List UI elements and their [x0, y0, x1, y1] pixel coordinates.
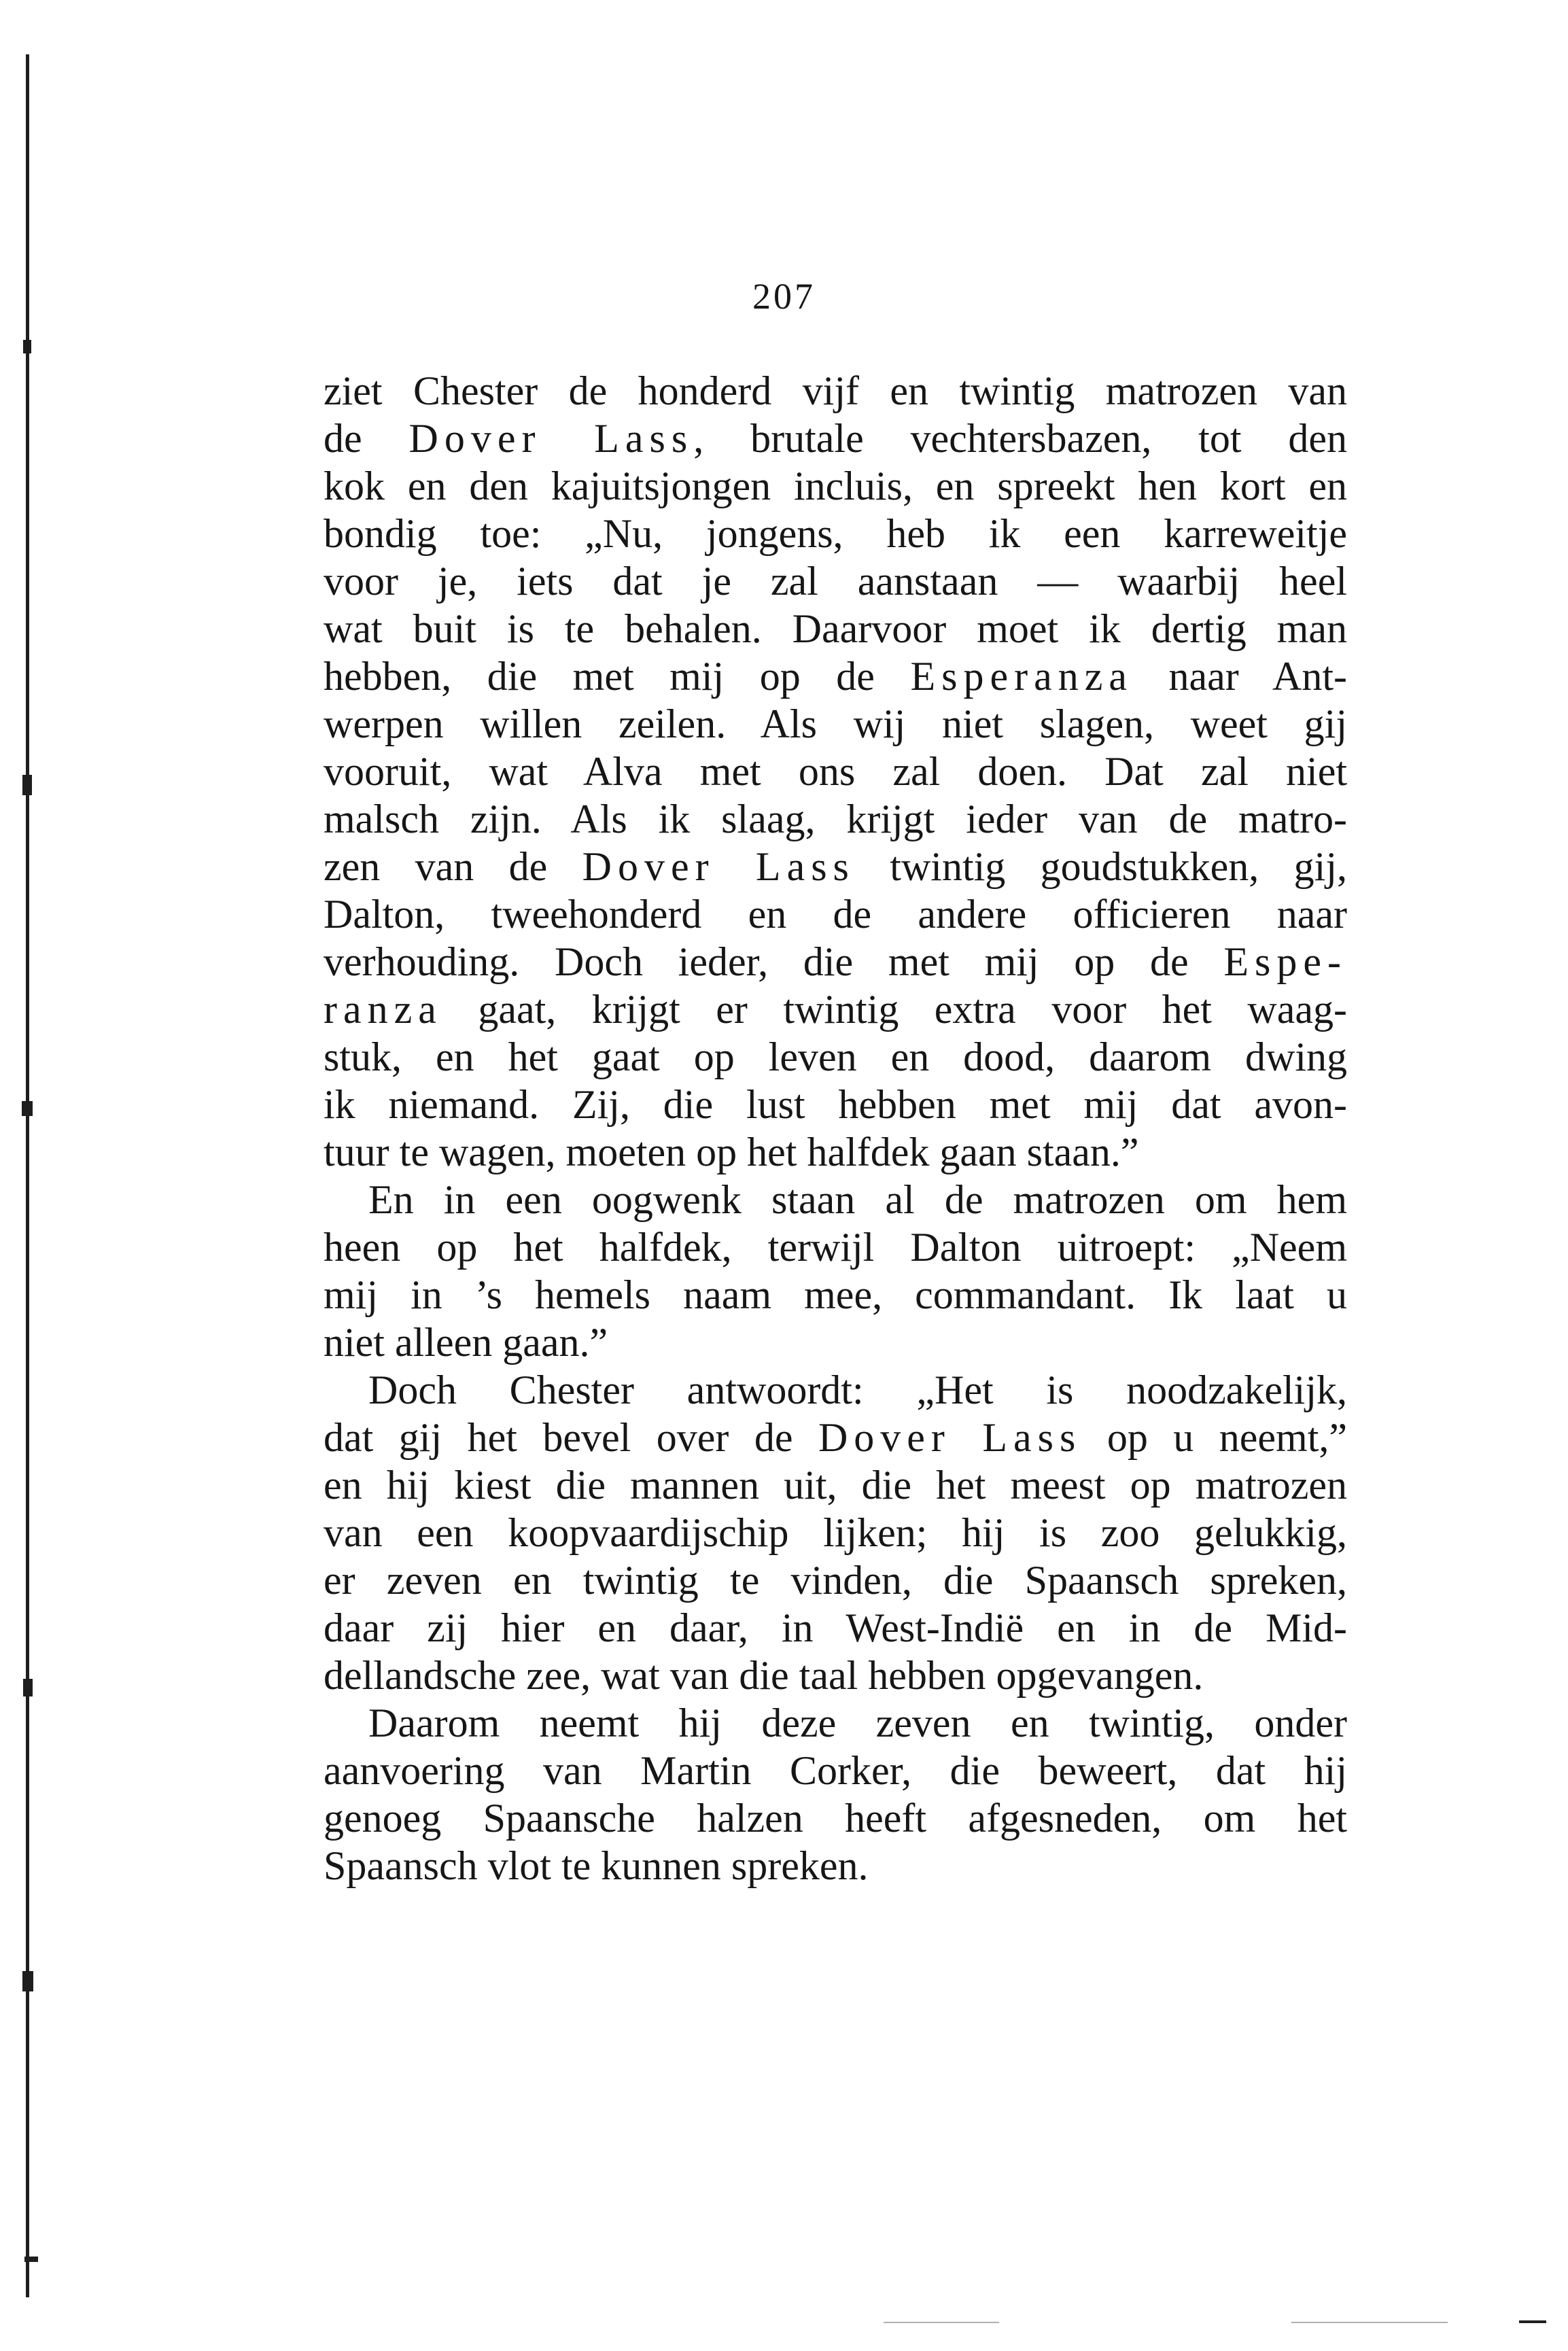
text-line	[324, 1366, 1347, 1414]
text-run: ik niemand. Zij, die lust hebben met mij dat avon-	[324, 1082, 1347, 1127]
text-line	[324, 748, 1347, 795]
paragraph	[324, 1366, 1347, 1699]
text-run: twintig goudstukken, gij,	[854, 844, 1348, 889]
text-line	[324, 700, 1347, 748]
scan-artifact-marks	[884, 2318, 1550, 2327]
text-run: dat gij het bevel over de	[324, 1415, 818, 1460]
text-run: de	[324, 416, 409, 461]
text-line	[324, 1461, 1347, 1509]
text-line	[324, 1128, 1347, 1176]
text-run: malsch zijn. Als ik slaag, krijgt ieder van de matro-	[324, 797, 1347, 841]
spaced-name: Dover Lass	[818, 1415, 1082, 1460]
page-number: 207	[752, 276, 816, 317]
text-run: er zeven en twintig te vinden, die Spaansch spreken,	[324, 1558, 1347, 1603]
text-run: op u neemt,”	[1081, 1415, 1348, 1460]
text-line	[324, 1223, 1347, 1271]
text-line	[324, 462, 1347, 510]
text-run: En in een oogwenk staan al de matrozen om hem	[368, 1177, 1347, 1222]
text-run: aanvoering van Martin Corker, die beweert, dat hij	[324, 1748, 1347, 1793]
text-line	[324, 1509, 1347, 1556]
text-run: niet alleen gaan.”	[324, 1320, 608, 1365]
text-line	[324, 1271, 1347, 1319]
text-run: stuk, en het gaat op leven en dood, daarom dwing	[324, 1034, 1347, 1079]
text-line	[324, 1176, 1347, 1223]
text-line	[324, 843, 1347, 890]
text-line	[324, 415, 1347, 462]
text-run: , brutale vechtersbazen, tot den	[693, 416, 1347, 461]
spaced-name: Espe-	[1223, 939, 1347, 984]
text-run: Daarom neemt hij deze zeven en twintig, onder	[368, 1701, 1347, 1745]
text-run: zen van de	[324, 844, 582, 889]
text-run: voor je, iets dat je zal aanstaan — waarbij heel	[324, 559, 1347, 604]
spaced-name: ranza	[324, 987, 442, 1032]
text-line	[324, 938, 1347, 986]
text-line	[324, 1652, 1347, 1699]
scanned-page-edge	[20, 14, 38, 2338]
text-run: Spaansch vlot te kunnen spreken.	[324, 1843, 869, 1888]
text-run: verhouding. Doch ieder, die met mij op de	[324, 939, 1224, 984]
text-run: Dalton, tweehonderd en de andere officieren naar	[324, 892, 1347, 937]
body-text	[324, 367, 1347, 1889]
paragraph	[324, 1699, 1347, 1889]
text-line	[324, 1556, 1347, 1604]
text-line	[324, 652, 1347, 700]
text-run: mij in ’s hemels naam mee, commandant. Ik laat u	[324, 1272, 1347, 1317]
text-line	[324, 510, 1347, 557]
text-run: tuur te wagen, moeten op het halfdek gaan staan.”	[324, 1130, 1139, 1174]
text-run: kok en den kajuitsjongen incluis, en spreekt hen kort en	[324, 464, 1347, 508]
text-line	[324, 1414, 1347, 1461]
text-run: genoeg Spaansche halzen heeft afgesneden, om het	[324, 1796, 1347, 1841]
paragraph	[324, 1176, 1347, 1366]
paragraph	[324, 367, 1347, 1176]
spaced-name: Dover Lass	[582, 844, 855, 889]
text-line	[324, 605, 1347, 652]
text-line	[324, 1794, 1347, 1842]
text-run: dellandsche zee, wat van die taal hebben opgevangen.	[324, 1653, 1204, 1698]
text-line	[324, 557, 1347, 605]
text-run: werpen willen zeilen. Als wij niet slagen, weet gij	[324, 701, 1347, 746]
text-line	[324, 1604, 1347, 1652]
spaced-name: Dover Lass	[408, 416, 694, 461]
text-run: van een koopvaardijschip lijken; hij is zoo gelukkig,	[324, 1510, 1347, 1555]
text-run: vooruit, wat Alva met ons zal doen. Dat zal niet	[324, 749, 1347, 794]
text-run: naar Ant-	[1132, 654, 1347, 699]
text-line	[324, 1699, 1347, 1747]
text-run: daar zij hier en daar, in West-Indië en in de Mid-	[324, 1605, 1347, 1650]
spaced-name: Esperanza	[910, 654, 1133, 699]
text-line	[324, 1033, 1347, 1081]
text-run: gaat, krijgt er twintig extra voor het waag-	[442, 987, 1347, 1032]
text-line	[324, 1081, 1347, 1128]
text-line	[324, 890, 1347, 938]
text-run: bondig toe: „Nu, jongens, heb ik een karreweitje	[324, 511, 1347, 556]
text-run: hebben, die met mij op de	[324, 654, 911, 699]
text-line	[324, 1319, 1347, 1366]
text-run: Doch Chester antwoordt: „Het is noodzakelijk,	[368, 1368, 1347, 1412]
text-run: wat buit is te behalen. Daarvoor moet ik dertig man	[324, 606, 1347, 651]
text-run: ziet Chester de honderd vijf en twintig matrozen van	[324, 368, 1347, 413]
text-line	[324, 986, 1347, 1033]
text-line	[324, 367, 1347, 415]
text-run: heen op het halfdek, terwijl Dalton uitroept: „Neem	[324, 1225, 1347, 1270]
text-line	[324, 1842, 1347, 1889]
text-line	[324, 795, 1347, 843]
text-line	[324, 1747, 1347, 1794]
text-run: en hij kiest die mannen uit, die het meest op matrozen	[324, 1463, 1347, 1508]
